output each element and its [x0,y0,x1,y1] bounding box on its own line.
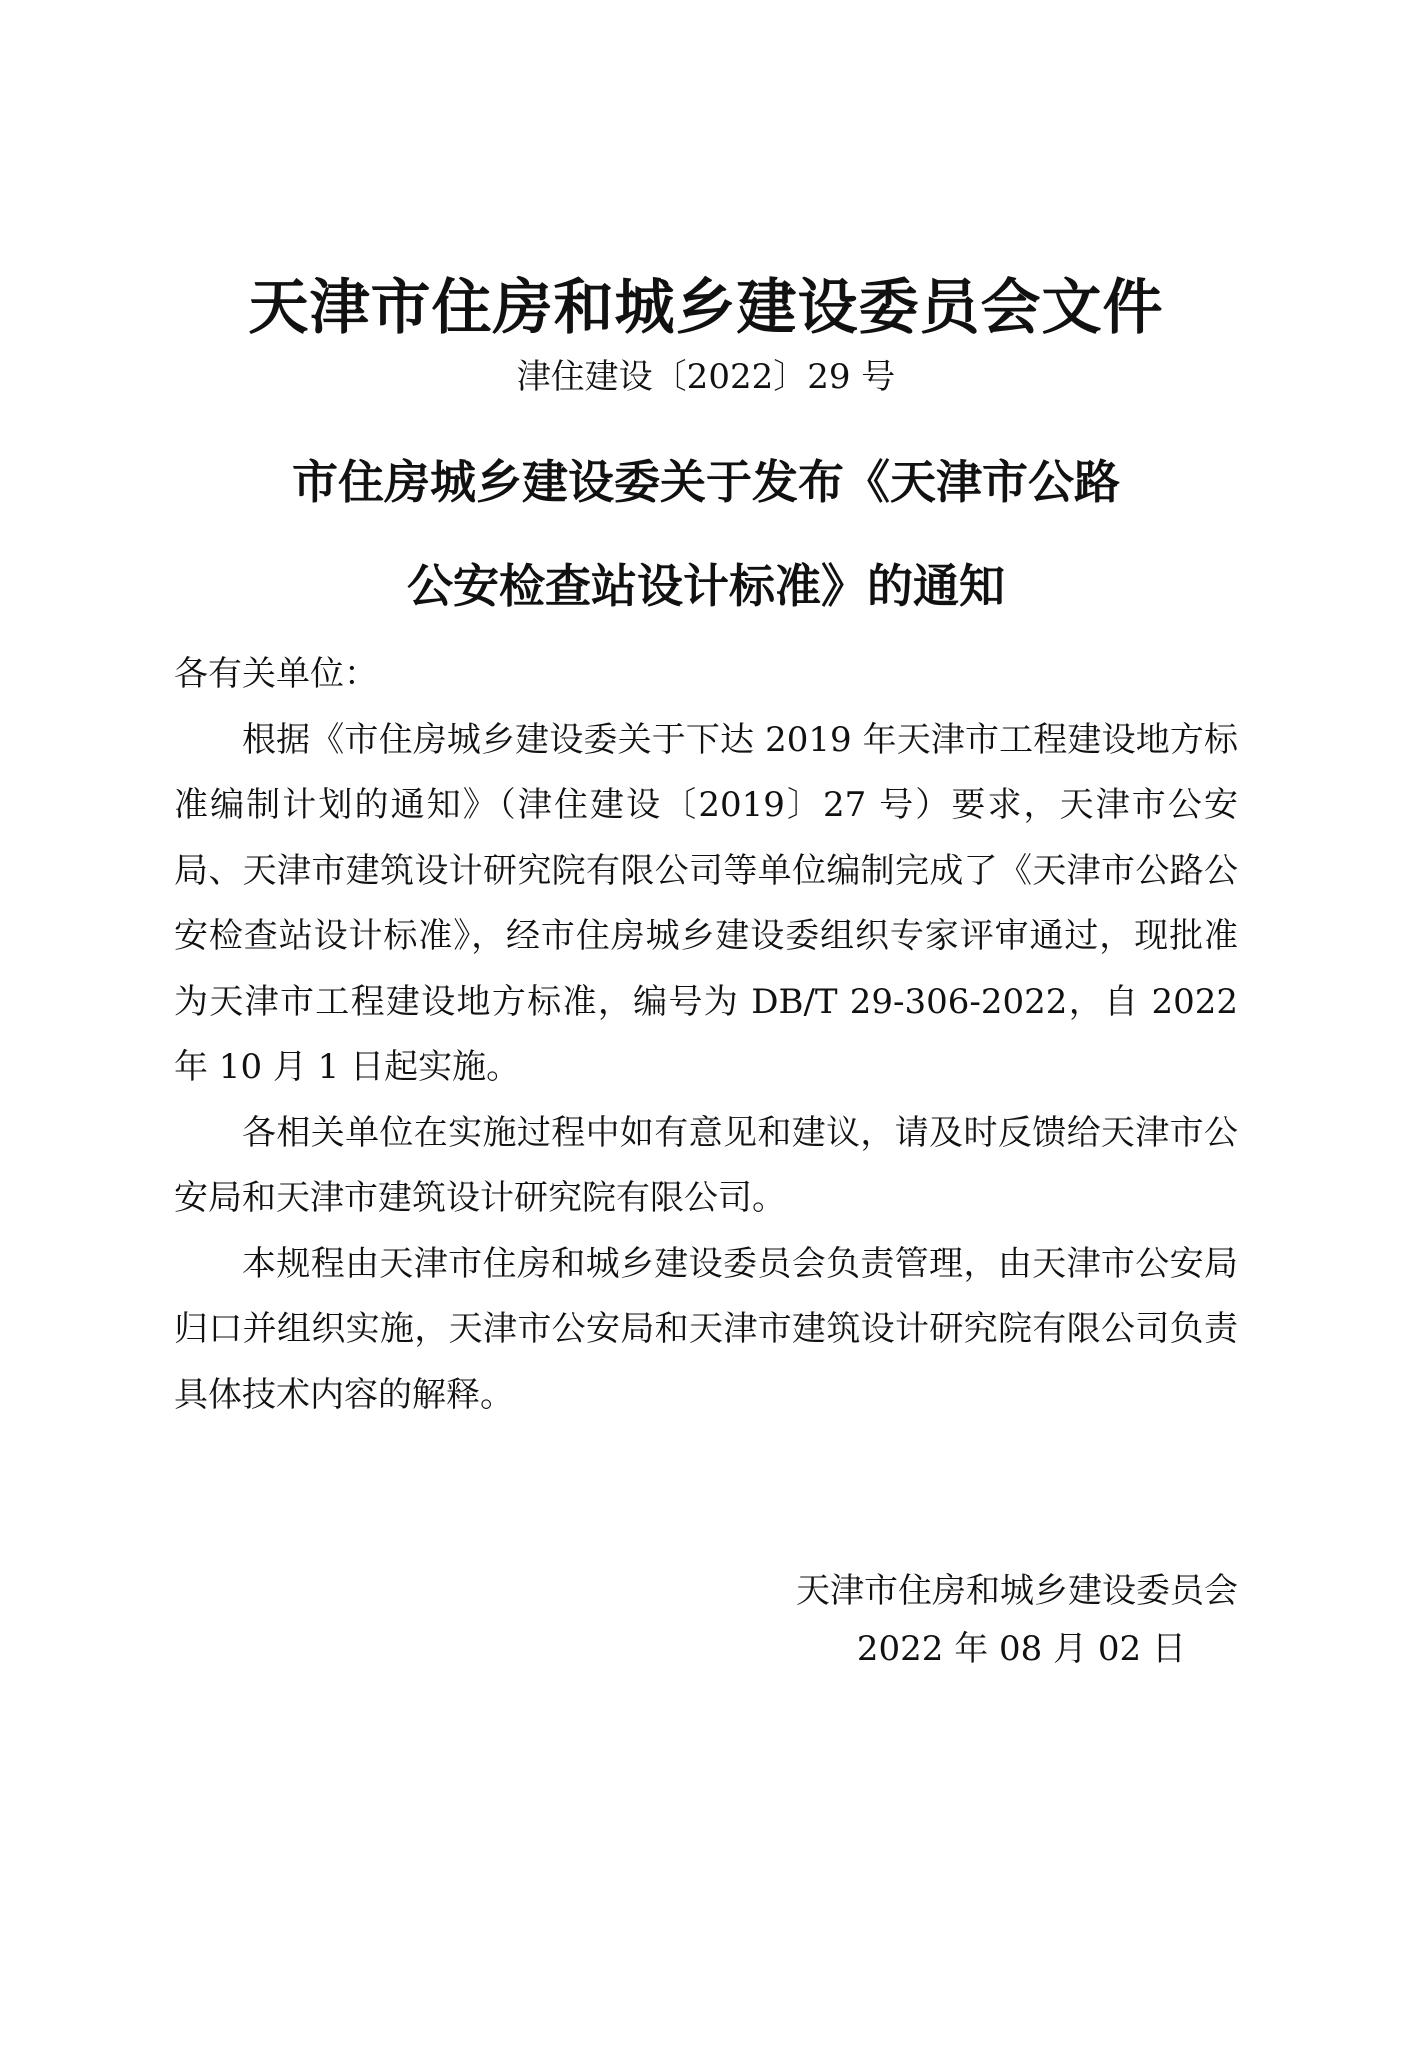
notice-title-line-1: 市住房城乡建设委关于发布《天津市公路 [292,455,1120,509]
signature-block [0,1562,1238,1678]
body-paragraph-3: 本规程由天津市住房和城乡建设委员会负责管理，由天津市公安局归口并组织实施，天津市公安局和天津市建筑设计研究院有限公司负责具体技术内容的解释。 [174,1243,1238,1415]
notice-title [0,430,1412,638]
notice-title-line-2: 公安检查站设计标准》的通知 [407,559,1005,613]
issuing-org-header: 天津市住房和城乡建设委员会文件 [248,273,1164,343]
issue-date: 2022 年 08 月 02 日 [856,1629,1186,1669]
document-number: 津住建设〔2022〕29 号 [516,357,896,397]
body-paragraph-2: 各相关单位在实施过程中如有意见和建议，请及时反馈给天津市公安局和天津市建筑设计研究院有限公司。 [174,1112,1238,1218]
issuer-name: 天津市住房和城乡建设委员会 [796,1571,1238,1611]
salutation: 各有关单位： [174,654,378,694]
notice-body [174,642,1238,1428]
body-paragraph-1: 根据《市住房城乡建设委关于下达 2019 年天津市工程建设地方标准编制计划的通知》（津住建设〔2019〕27 号）要求，天津市公安局、天津市建筑设计研究院有限公司等单位编制完成了《天津市公路公安检查站设计标准》，经市住房城乡建设委组织专家评审通过，现批准为天津市工程建设地方标准，编号为 DB/T 29-306-2022，自 2022 年 10 月 1 日起实施。 [174,719,1238,1087]
